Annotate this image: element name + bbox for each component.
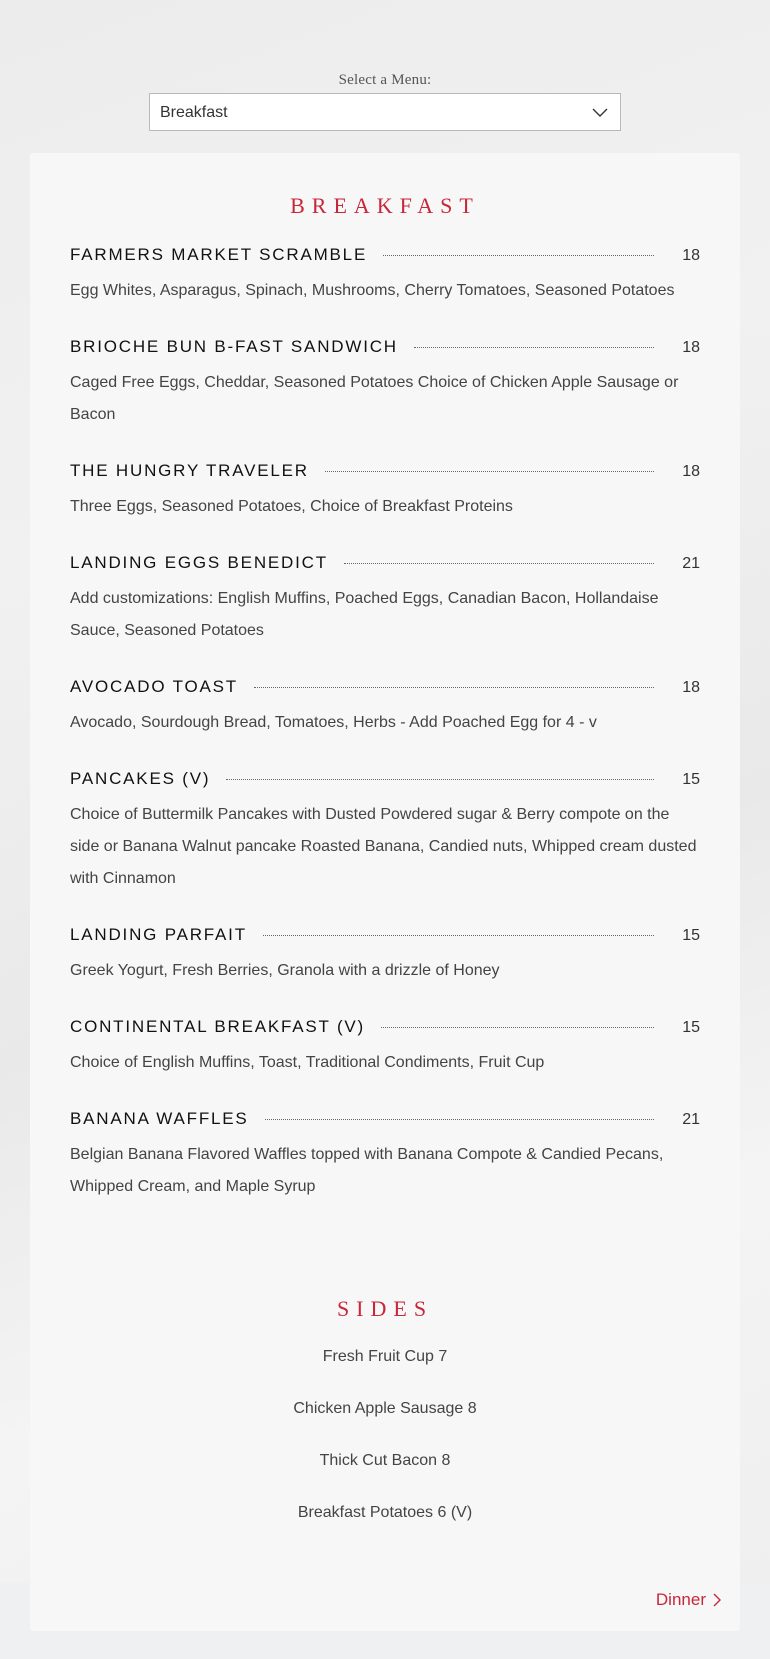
menu-item-price: 15 <box>682 1019 700 1036</box>
menu-item-description: Egg Whites, Asparagus, Spinach, Mushrooms, Cherry Tomatoes, Seasoned Potatoes <box>70 282 675 299</box>
menu-item-price: 21 <box>682 1111 700 1128</box>
menu-item-header <box>70 337 700 365</box>
menu-item-header <box>70 769 700 797</box>
dotted-leader <box>414 347 654 348</box>
menu-item-price: 15 <box>682 771 700 788</box>
dotted-leader <box>254 687 654 688</box>
dotted-leader <box>325 471 654 472</box>
menu-item-description: Caged Free Eggs, Cheddar, Seasoned Potatoes Choice of Chicken Apple Sausage or Bacon <box>70 374 679 423</box>
chevron-down-icon <box>592 105 608 119</box>
dotted-leader <box>226 779 654 780</box>
menu-item-name: AVOCADO TOAST <box>70 677 238 696</box>
menu-item-name: LANDING EGGS BENEDICT <box>70 553 328 572</box>
menu-item <box>70 337 700 431</box>
menu-item <box>70 925 700 987</box>
menu-item-name: THE HUNGRY TRAVELER <box>70 461 309 480</box>
menu-item-price: 18 <box>682 463 700 480</box>
menu-item <box>70 1109 700 1203</box>
menu-item-description: Belgian Banana Flavored Waffles topped with Banana Compote & Candied Pecans, Whipped Cream, and Maple Syrup <box>70 1146 664 1195</box>
menu-item-description: Avocado, Sourdough Bread, Tomatoes, Herbs - Add Poached Egg for 4 - v <box>70 714 597 731</box>
menu-item-price: 18 <box>682 679 700 696</box>
menu-item-description: Three Eggs, Seasoned Potatoes, Choice of Breakfast Proteins <box>70 498 513 515</box>
menu-item-description: Choice of English Muffins, Toast, Traditional Condiments, Fruit Cup <box>70 1054 545 1071</box>
menu-item-header <box>70 925 700 953</box>
side-item: Fresh Fruit Cup 7 <box>322 1348 448 1365</box>
menu-item-description: Greek Yogurt, Fresh Berries, Granola with a drizzle of Honey <box>70 962 500 979</box>
menu-item <box>70 461 700 523</box>
menu-item-name: BRIOCHE BUN B-FAST SANDWICH <box>70 337 398 356</box>
menu-item-price: 18 <box>682 247 700 264</box>
menu-item <box>70 1017 700 1079</box>
menu-item-price: 15 <box>682 927 700 944</box>
menu-item <box>70 245 700 307</box>
dotted-leader <box>263 935 654 936</box>
menu-select-value: Breakfast <box>160 104 228 121</box>
dotted-leader <box>381 1027 654 1028</box>
menu-item <box>70 769 700 895</box>
menu-item-header <box>70 1109 700 1137</box>
menu-item-name: CONTINENTAL BREAKFAST (V) <box>70 1017 366 1036</box>
menu-item-price: 21 <box>682 555 700 572</box>
menu-item-header <box>70 245 700 273</box>
menu-selector-label: Select a Menu: <box>338 72 432 88</box>
side-item: Breakfast Potatoes 6 (V) <box>297 1504 473 1521</box>
menu-item-description: Choice of Buttermilk Pancakes with Dusted Powdered sugar & Berry compote on the side or Banana Walnut pancake Roasted Banana, Candied nuts, Whipped cream dusted with Cinnamon <box>70 806 697 887</box>
sides-section-title: SIDES <box>336 1296 434 1321</box>
menu-selector <box>0 72 770 131</box>
side-item: Thick Cut Bacon 8 <box>319 1452 451 1469</box>
menu-item <box>70 677 700 739</box>
breakfast-section-title: BREAKFAST <box>290 193 480 218</box>
menu-item-name: BANANA WAFFLES <box>70 1109 249 1128</box>
menu-select-dropdown[interactable] <box>149 93 621 131</box>
menu-item-price: 18 <box>682 339 700 356</box>
menu-item-header <box>70 553 700 581</box>
dotted-leader <box>344 563 654 564</box>
next-menu-label: Dinner <box>655 1590 706 1609</box>
sides-list <box>30 1343 740 1551</box>
menu-card <box>30 153 740 1631</box>
menu-item <box>70 553 700 647</box>
dotted-leader <box>383 255 654 256</box>
chevron-right-icon <box>712 1593 722 1607</box>
dotted-leader <box>265 1119 654 1120</box>
side-item: Chicken Apple Sausage 8 <box>293 1400 477 1417</box>
menu-item-header <box>70 461 700 489</box>
menu-item-description: Add customizations: English Muffins, Poached Eggs, Canadian Bacon, Hollandaise Sauce, Seasoned Potatoes <box>70 590 659 639</box>
menu-item-name: LANDING PARFAIT <box>70 925 247 944</box>
menu-item-header <box>70 1017 700 1045</box>
menu-item-name: PANCAKES (V) <box>70 769 211 788</box>
breakfast-item-list <box>70 245 700 1233</box>
menu-item-header <box>70 677 700 705</box>
menu-item-name: FARMERS MARKET SCRAMBLE <box>70 245 368 264</box>
next-menu-link[interactable] <box>656 1590 722 1610</box>
